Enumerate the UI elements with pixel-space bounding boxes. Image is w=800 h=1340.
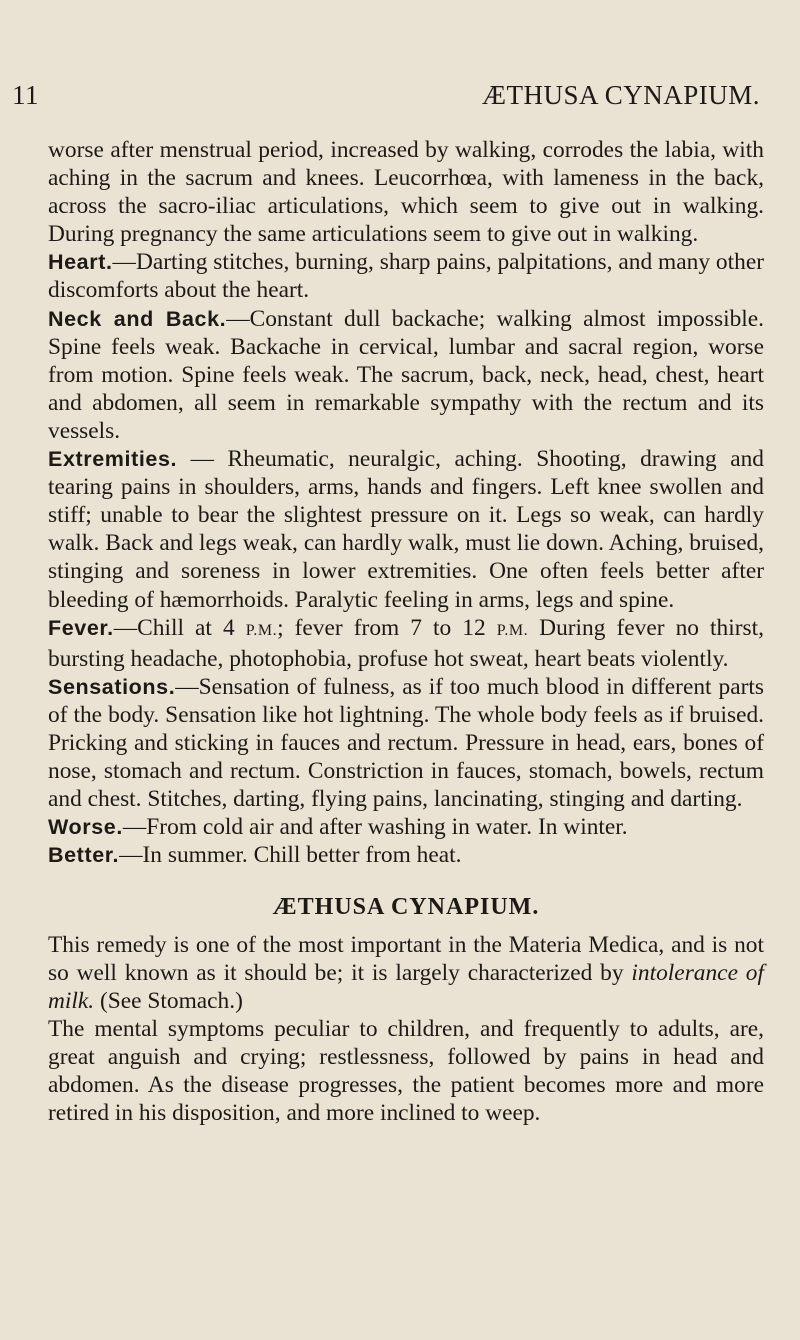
- remedy-title: ÆTHUSA CYNAPIUM.: [272, 894, 540, 921]
- running-title: ÆTHUSA CYNAPIUM.: [481, 80, 760, 110]
- extremities-rubric: Extremities.: [48, 447, 178, 472]
- fever-entry: [48, 614, 764, 673]
- remedy-paragraph-1: [48, 931, 764, 1015]
- heart-text: —Darting stitches, burning, sharp pains, palpitations, and many other discomforts about the heart.: [48, 249, 764, 304]
- neck-back-rubric: Neck and Back.: [48, 306, 227, 331]
- fever-text-c: During fever no thirst, bursting headache, photophobia, profuse hot sweat, heart beats violently.: [48, 614, 764, 672]
- neck-back-entry: [48, 305, 764, 445]
- running-header: [12, 80, 760, 110]
- heart-rubric: Heart.: [48, 250, 113, 275]
- neck-back-text: —Constant dull backache; walking almost impossible. Spine feels weak. Backache in cervical, lumbar and sacral region, worse from motion. Spine feels weak. The sacrum, back, neck, head, chest, heart and abdomen, all seem in remarkable sympathy with the rectum and its vessels.: [48, 305, 765, 444]
- sensations-entry: [48, 673, 764, 813]
- fever-pm-2: P.M.: [496, 621, 529, 639]
- extremities-entry: [48, 445, 764, 614]
- continuation-paragraph: worse after menstrual period, increased by walking, corrodes the labia, with aching in the sacrum and knees. Leucorrhœa, with lameness in the back, across the sacro-iliac articulations, which seem to give out in walking. During pregnancy the same articulations seem to give out in walking.: [48, 137, 764, 248]
- remedy-para1-a: This remedy is one of the most important in the Materia Medica, and is not so well known as it should be; it is largely characterized by: [48, 931, 764, 986]
- better-rubric: Better.: [48, 843, 120, 868]
- sensations-rubric: Sensations.: [48, 674, 176, 699]
- worse-entry: [48, 813, 764, 841]
- heart-entry: [48, 248, 764, 304]
- page-number: 11: [12, 80, 39, 110]
- page-body: [48, 136, 764, 1127]
- fever-rubric: Fever.: [48, 615, 114, 640]
- fever-text-a: —Chill at 4: [113, 614, 246, 641]
- remedy-paragraph-2: The mental symptoms peculiar to children, and frequently to adults, are, great anguish and crying; restlessness, followed by pains in head and abdomen. As the disease progresses, the patient becomes more and more retired in his disposition, and more inclined to weep.: [48, 1015, 764, 1127]
- remedy-para1-b: (See Stomach.): [94, 987, 243, 1014]
- fever-text-b: ; fever from 7 to 12: [277, 614, 497, 641]
- worse-text: —From cold air and after washing in water. In winter.: [122, 814, 628, 841]
- extremities-text: — Rheumatic, neuralgic, aching. Shooting, drawing and tearing pains in shoulders, arms, hands and fingers. Left knee swollen and stiff; unable to bear the slightest pressure on it. Legs so weak, can hardly walk. Back and legs weak, can hardly walk, must lie down. Aching, bruised, stinging and soreness in lower extremities. One often feels better after bleeding of hæmorrhoids. Paralytic feeling in arms, legs and spine.: [48, 446, 764, 613]
- remedy-para1-emphasis: intolerance of milk.: [48, 959, 764, 1014]
- worse-rubric: Worse.: [48, 815, 123, 840]
- better-text: —In summer. Chill better from heat.: [119, 842, 462, 869]
- sensations-text: —Sensation of fulness, as if too much blood in different parts of the body. Sensation like hot lightning. The whole body feels as if bruised. Pricking and sticking in fauces and rectum. Pressure in head, ears, bones of nose, stomach and rectum. Constriction in fauces, stomach, bowels, rectum and chest. Stitches, darting, flying pains, lancinating, stinging and darting.: [48, 673, 764, 813]
- fever-pm-1: P.M.: [245, 621, 278, 639]
- better-entry: [48, 841, 764, 869]
